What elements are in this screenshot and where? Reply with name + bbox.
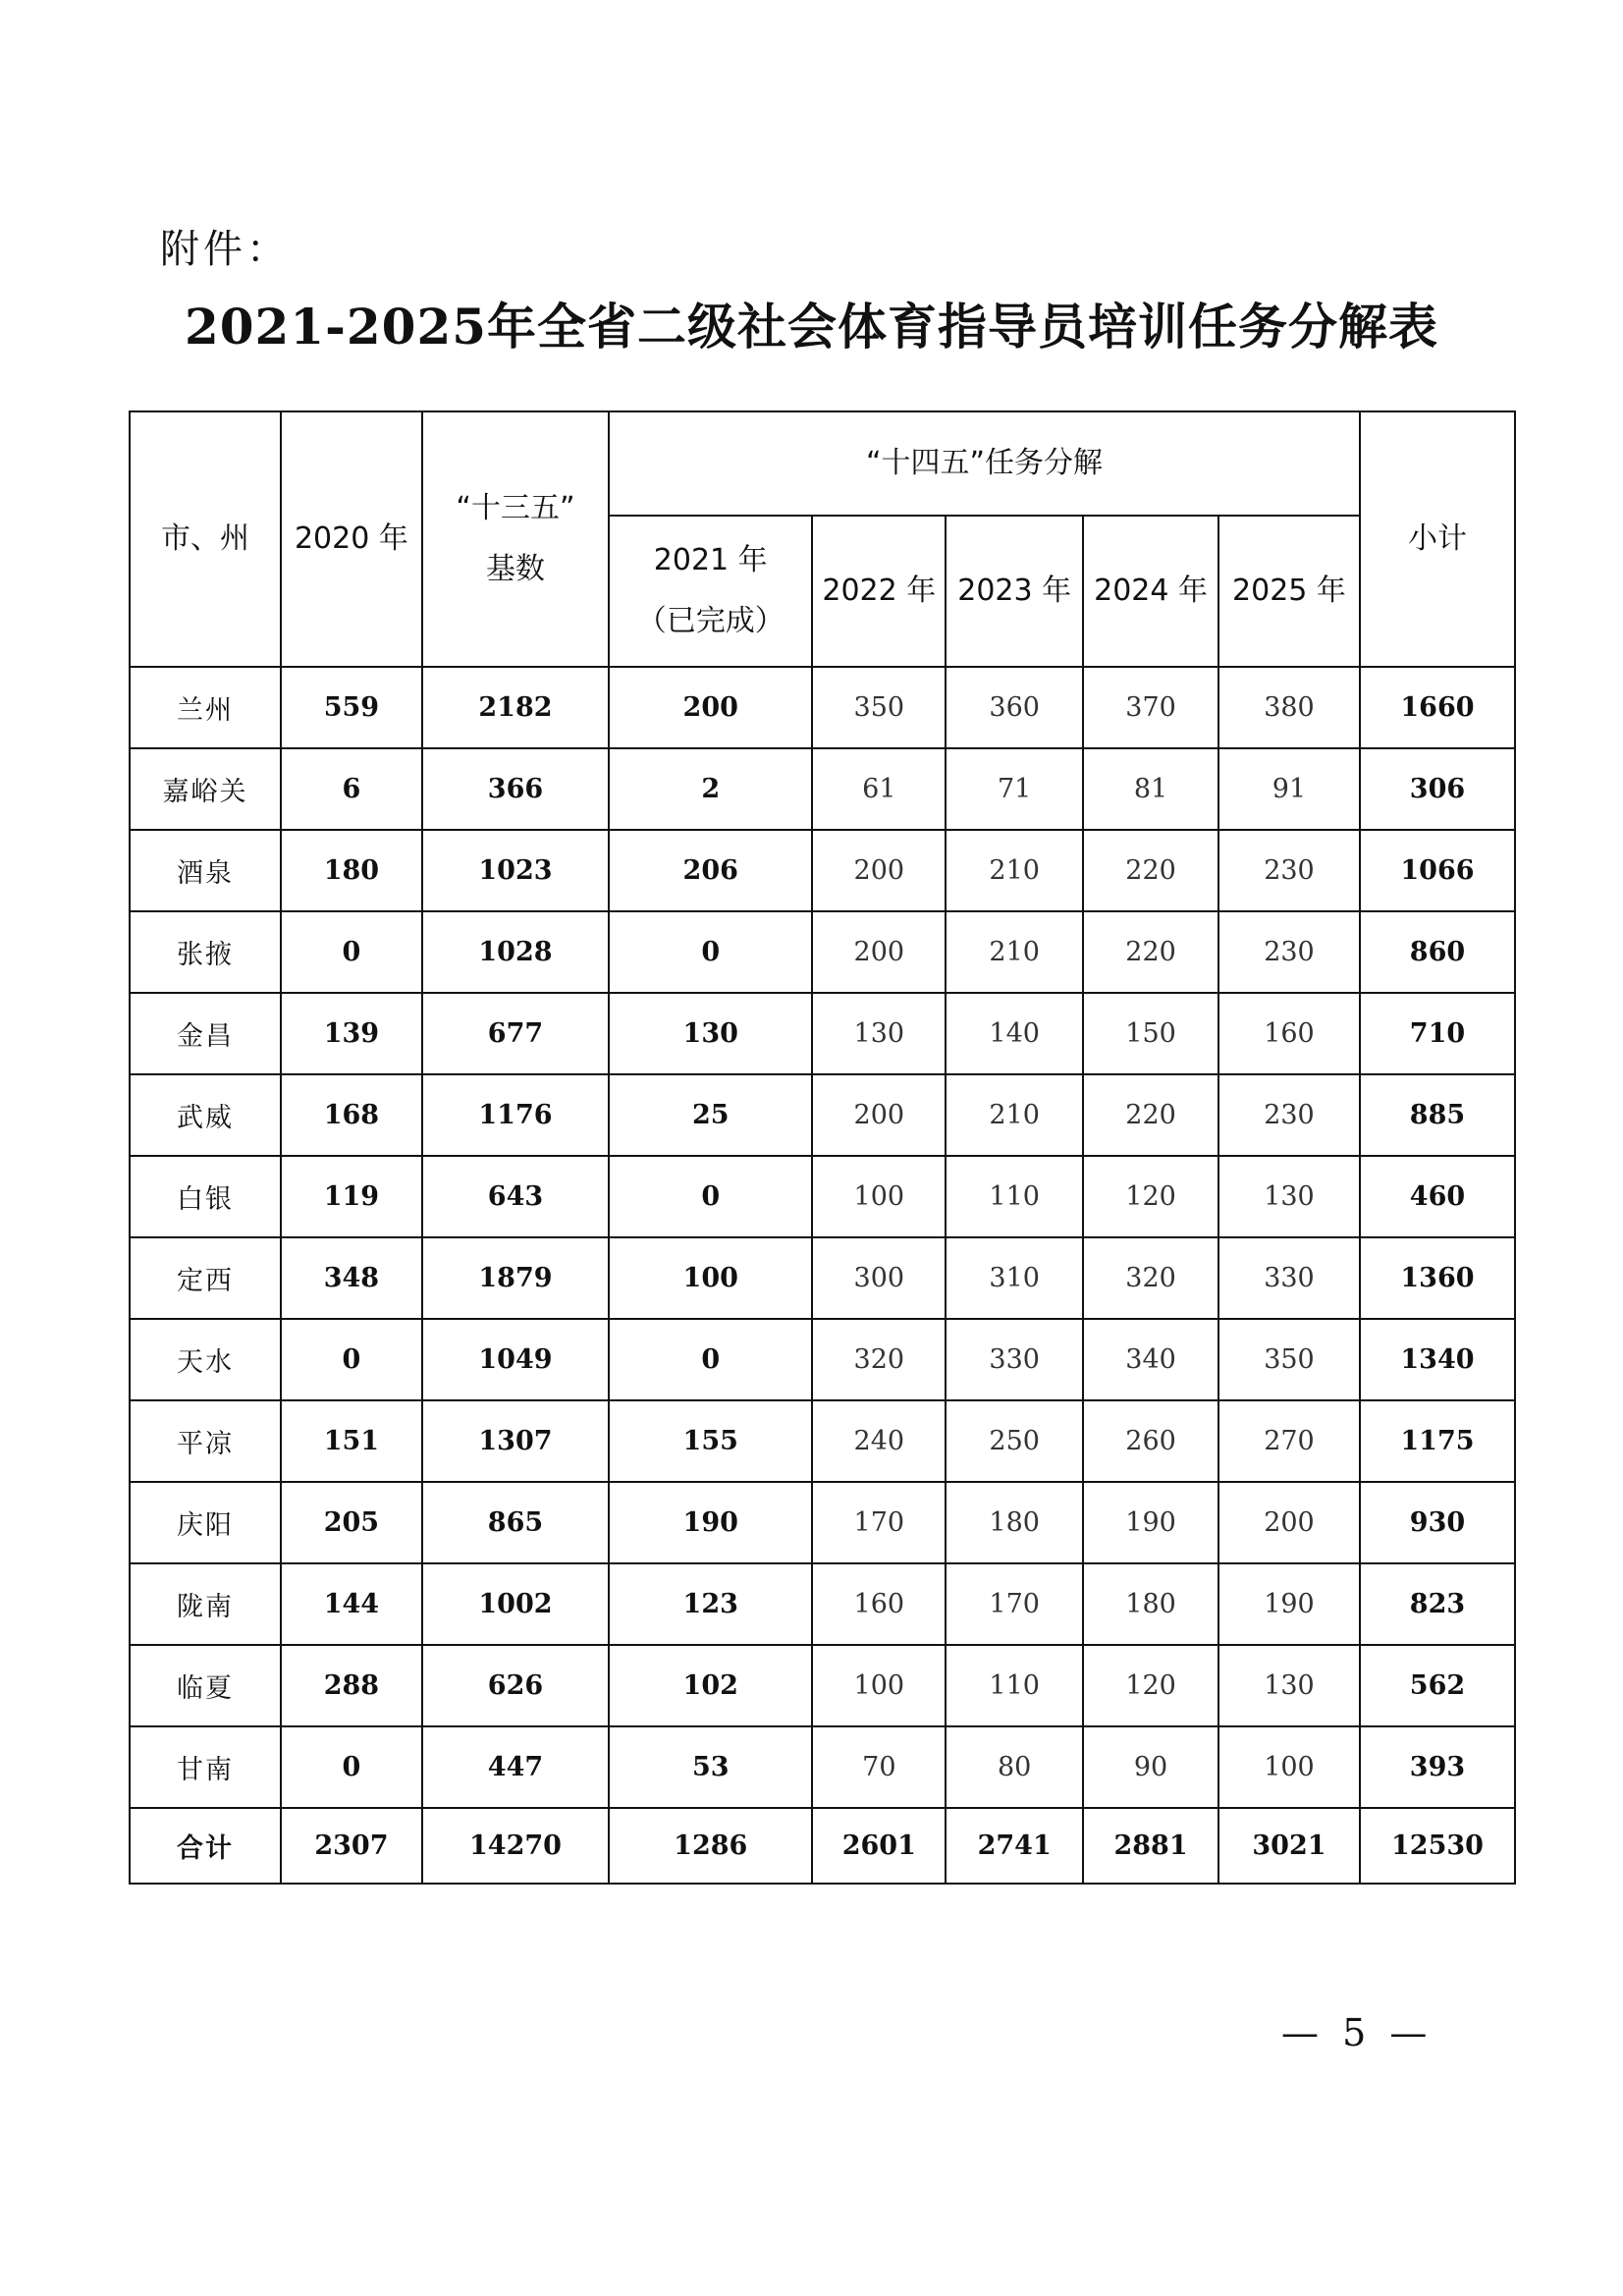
table-row (130, 911, 1515, 993)
cell-base: 677 (422, 993, 609, 1074)
cell-2023: 2741 (946, 1808, 1083, 1884)
cell-subtotal: 860 (1360, 911, 1515, 993)
table-row (130, 748, 1515, 830)
cell-2024: 180 (1083, 1563, 1218, 1645)
cell-2020: 6 (281, 748, 422, 830)
cell-2024: 340 (1083, 1319, 1218, 1400)
cell-2020: 2307 (281, 1808, 422, 1884)
header-2020: 2020 年 (281, 411, 422, 667)
cell-2025: 350 (1218, 1319, 1360, 1400)
cell-2024: 90 (1083, 1726, 1218, 1808)
cell-2020: 119 (281, 1156, 422, 1237)
cell-city: 陇南 (130, 1563, 281, 1645)
cell-2025: 130 (1218, 1156, 1360, 1237)
cell-city: 临夏 (130, 1645, 281, 1726)
cell-2021: 1286 (609, 1808, 812, 1884)
cell-city: 甘南 (130, 1726, 281, 1808)
cell-2025: 100 (1218, 1726, 1360, 1808)
cell-base: 643 (422, 1156, 609, 1237)
cell-2023: 210 (946, 911, 1083, 993)
cell-2020: 348 (281, 1237, 422, 1319)
cell-base: 865 (422, 1482, 609, 1563)
cell-base: 2182 (422, 667, 609, 748)
cell-2020: 168 (281, 1074, 422, 1156)
header-2021 (609, 516, 812, 667)
cell-base: 1028 (422, 911, 609, 993)
cell-2022: 130 (812, 993, 946, 1074)
cell-city: 白银 (130, 1156, 281, 1237)
table-row (130, 1563, 1515, 1645)
header-2023: 2023 年 (946, 516, 1083, 667)
table-row (130, 1400, 1515, 1482)
cell-2025: 380 (1218, 667, 1360, 748)
cell-2024: 120 (1083, 1156, 1218, 1237)
cell-2025: 200 (1218, 1482, 1360, 1563)
header-fourteenth-group: “十四五”任务分解 (609, 411, 1360, 516)
header-thirteenth-line2: 基数 (485, 552, 545, 586)
cell-2021: 2 (609, 748, 812, 830)
cell-2022: 160 (812, 1563, 946, 1645)
cell-city: 武威 (130, 1074, 281, 1156)
cell-city: 天水 (130, 1319, 281, 1400)
cell-2021: 100 (609, 1237, 812, 1319)
table-row (130, 1482, 1515, 1563)
cell-subtotal: 460 (1360, 1156, 1515, 1237)
header-2025: 2025 年 (1218, 516, 1360, 667)
cell-2024: 2881 (1083, 1808, 1218, 1884)
cell-2024: 260 (1083, 1400, 1218, 1482)
cell-2025: 330 (1218, 1237, 1360, 1319)
table-row (130, 1237, 1515, 1319)
attachment-label: 附件： (160, 227, 290, 272)
header-city: 市、州 (130, 411, 281, 667)
cell-2023: 330 (946, 1319, 1083, 1400)
cell-2021: 53 (609, 1726, 812, 1808)
cell-2023: 250 (946, 1400, 1083, 1482)
cell-2025: 91 (1218, 748, 1360, 830)
header-2024: 2024 年 (1083, 516, 1218, 667)
page-number: — 5 — (1281, 2011, 1434, 2054)
cell-2022: 200 (812, 830, 946, 911)
cell-2025: 160 (1218, 993, 1360, 1074)
cell-city: 合计 (130, 1808, 281, 1884)
cell-2020: 0 (281, 1319, 422, 1400)
cell-2023: 310 (946, 1237, 1083, 1319)
cell-2024: 320 (1083, 1237, 1218, 1319)
table-header-row (130, 411, 1515, 516)
cell-2022: 61 (812, 748, 946, 830)
cell-2025: 130 (1218, 1645, 1360, 1726)
cell-2021: 206 (609, 830, 812, 911)
header-subtotal: 小计 (1360, 411, 1515, 667)
cell-city: 兰州 (130, 667, 281, 748)
cell-subtotal: 562 (1360, 1645, 1515, 1726)
cell-subtotal: 393 (1360, 1726, 1515, 1808)
cell-2022: 240 (812, 1400, 946, 1482)
document-title: 2021-2025年全省二级社会体育指导员培训任务分解表 (184, 298, 1439, 355)
cell-2021: 0 (609, 911, 812, 993)
header-thirteenth-base (422, 411, 609, 667)
cell-base: 626 (422, 1645, 609, 1726)
cell-2022: 350 (812, 667, 946, 748)
cell-subtotal: 1340 (1360, 1319, 1515, 1400)
cell-base: 1023 (422, 830, 609, 911)
cell-subtotal: 12530 (1360, 1808, 1515, 1884)
cell-2025: 230 (1218, 911, 1360, 993)
cell-2023: 80 (946, 1726, 1083, 1808)
cell-2024: 220 (1083, 911, 1218, 993)
cell-subtotal: 1066 (1360, 830, 1515, 911)
cell-2023: 110 (946, 1645, 1083, 1726)
cell-2020: 139 (281, 993, 422, 1074)
cell-base: 366 (422, 748, 609, 830)
cell-2020: 0 (281, 1726, 422, 1808)
cell-2023: 360 (946, 667, 1083, 748)
cell-base: 1049 (422, 1319, 609, 1400)
cell-2022: 300 (812, 1237, 946, 1319)
cell-2020: 0 (281, 911, 422, 993)
cell-base: 1879 (422, 1237, 609, 1319)
cell-2024: 81 (1083, 748, 1218, 830)
cell-city: 定西 (130, 1237, 281, 1319)
cell-subtotal: 710 (1360, 993, 1515, 1074)
cell-2021: 190 (609, 1482, 812, 1563)
cell-2022: 100 (812, 1645, 946, 1726)
cell-city: 庆阳 (130, 1482, 281, 1563)
cell-2024: 370 (1083, 667, 1218, 748)
cell-subtotal: 1175 (1360, 1400, 1515, 1482)
cell-base: 1002 (422, 1563, 609, 1645)
cell-2021: 155 (609, 1400, 812, 1482)
cell-base: 1176 (422, 1074, 609, 1156)
cell-2020: 180 (281, 830, 422, 911)
cell-2021: 123 (609, 1563, 812, 1645)
table-row (130, 993, 1515, 1074)
cell-city: 平凉 (130, 1400, 281, 1482)
cell-2020: 288 (281, 1645, 422, 1726)
cell-2022: 70 (812, 1726, 946, 1808)
cell-2023: 210 (946, 1074, 1083, 1156)
header-thirteenth-line1: “十三五” (456, 491, 575, 525)
cell-2021: 130 (609, 993, 812, 1074)
table-row (130, 1645, 1515, 1726)
cell-2022: 320 (812, 1319, 946, 1400)
cell-2021: 0 (609, 1319, 812, 1400)
cell-2021: 25 (609, 1074, 812, 1156)
table-row (130, 1074, 1515, 1156)
cell-2023: 180 (946, 1482, 1083, 1563)
cell-2020: 151 (281, 1400, 422, 1482)
cell-2021: 102 (609, 1645, 812, 1726)
cell-2023: 71 (946, 748, 1083, 830)
cell-2022: 100 (812, 1156, 946, 1237)
table-row (130, 667, 1515, 748)
header-2021-line2: （已完成） (636, 604, 784, 638)
cell-2020: 144 (281, 1563, 422, 1645)
cell-2025: 230 (1218, 830, 1360, 911)
cell-subtotal: 306 (1360, 748, 1515, 830)
cell-2025: 190 (1218, 1563, 1360, 1645)
table-row (130, 830, 1515, 911)
cell-2024: 220 (1083, 830, 1218, 911)
cell-subtotal: 885 (1360, 1074, 1515, 1156)
table-row-total (130, 1808, 1515, 1884)
cell-2023: 170 (946, 1563, 1083, 1645)
cell-2020: 205 (281, 1482, 422, 1563)
cell-2021: 200 (609, 667, 812, 748)
cell-city: 酒泉 (130, 830, 281, 911)
cell-city: 嘉峪关 (130, 748, 281, 830)
table-row (130, 1319, 1515, 1400)
task-breakdown-table (129, 410, 1516, 1885)
cell-base: 14270 (422, 1808, 609, 1884)
cell-2023: 110 (946, 1156, 1083, 1237)
cell-2024: 220 (1083, 1074, 1218, 1156)
cell-subtotal: 930 (1360, 1482, 1515, 1563)
cell-2024: 120 (1083, 1645, 1218, 1726)
cell-base: 447 (422, 1726, 609, 1808)
cell-2022: 170 (812, 1482, 946, 1563)
header-2022: 2022 年 (812, 516, 946, 667)
cell-subtotal: 1660 (1360, 667, 1515, 748)
cell-2025: 270 (1218, 1400, 1360, 1482)
cell-2024: 150 (1083, 993, 1218, 1074)
cell-2022: 2601 (812, 1808, 946, 1884)
cell-2022: 200 (812, 911, 946, 993)
header-2021-line1: 2021 年 (653, 543, 768, 577)
cell-2025: 3021 (1218, 1808, 1360, 1884)
cell-2021: 0 (609, 1156, 812, 1237)
cell-city: 金昌 (130, 993, 281, 1074)
cell-base: 1307 (422, 1400, 609, 1482)
cell-2023: 210 (946, 830, 1083, 911)
table-row (130, 1726, 1515, 1808)
cell-2020: 559 (281, 667, 422, 748)
cell-2022: 200 (812, 1074, 946, 1156)
cell-city: 张掖 (130, 911, 281, 993)
cell-subtotal: 1360 (1360, 1237, 1515, 1319)
table-row (130, 1156, 1515, 1237)
cell-2023: 140 (946, 993, 1083, 1074)
cell-subtotal: 823 (1360, 1563, 1515, 1645)
cell-2025: 230 (1218, 1074, 1360, 1156)
cell-2024: 190 (1083, 1482, 1218, 1563)
table-body (130, 667, 1515, 1884)
